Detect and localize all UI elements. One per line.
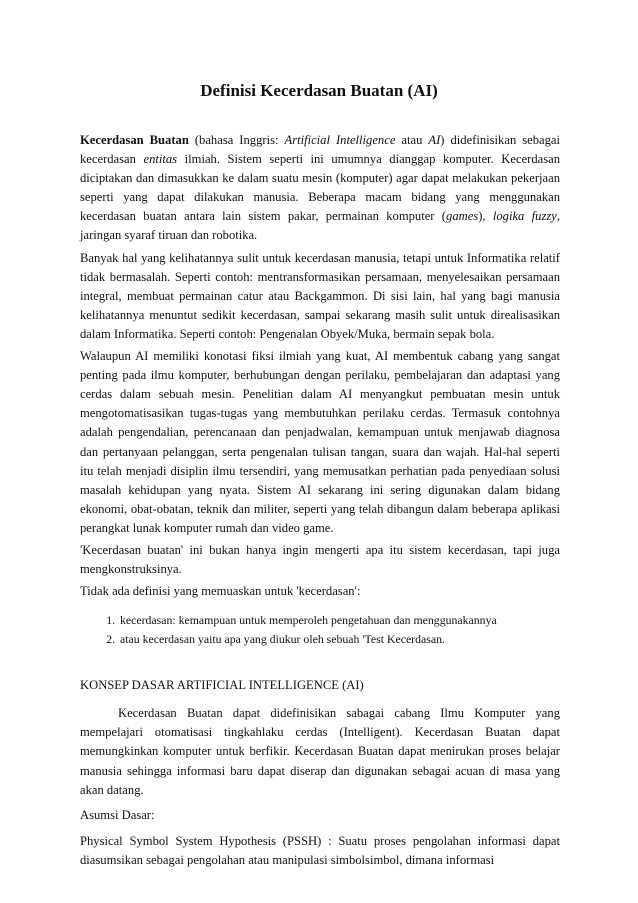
text-run: , jaringan syaraf tiruan dan robotika. xyxy=(80,209,560,243)
paragraph-no-definition: Tidak ada definisi yang memuaskan untuk 'kecerdasan': xyxy=(80,584,361,599)
paragraph-pssh: Physical Symbol System Hypothesis (PSSH) : Suatu proses pengolahan informasi dapat diasumsikan sebagai pengolahan atau manipulasi simbolsimbol, dimana informasi xyxy=(80,833,560,867)
paragraph-examples: Banyak hal yang kelihatannya sulit untuk kecerdasan manusia, tetapi untuk Informatika relatif tidak bermasalah. Seperti contoh: mentransformasikan persamaan, menyelesaikan persamaan integral, membuat permainan catur atau Backgammon. Di sisi lain, hal yang bagi manusia kelihatannya menuntut sedikit kecerdasan, sampai sekarang masih sulit untuk direalisasikan dalam Informatika. Seperti contoh: Pengenalan Obyek/Muka, bermain sepak bola. xyxy=(80,250,560,341)
section-heading: KONSEP DASAR ARTIFICIAL INTELLIGENCE (AI) xyxy=(80,678,364,693)
term-games: games xyxy=(446,209,479,224)
text-run: ) didefinisikan sebagai kecerdasan xyxy=(80,133,561,167)
paragraph-assumption-label: Asumsi Dasar: xyxy=(80,807,155,822)
term-ai: AI xyxy=(428,133,441,147)
paragraph-definition xyxy=(80,131,560,246)
text-run: (bahasa Inggris: xyxy=(188,133,285,147)
list-item: 2. atau kecerdasan yaitu apa yang diukur oleh sebuah 'Test Kecerdasan. xyxy=(118,630,560,649)
term-entitas: entitas xyxy=(143,152,178,167)
term-kecerdasan-buatan: Kecerdasan Buatan xyxy=(80,133,189,147)
definition-list xyxy=(80,611,560,649)
paragraph-ai-branch: Walaupun AI memiliki konotasi fiksi ilmiah yang kuat, AI membentuk cabang yang sangat penting pada ilmu komputer, berhubungan dengan perilaku, pembelajaran dan adaptasi yang cerdas dalam sebuah mesin. Penelitian dalam AI menyangkut pembuatan mesin untuk mengotomatisasikan tugas-tugas yang membutuhkan perilaku cerdas. Termasuk contohnya adalah pengendalian, perencanaan dan penjadwalan, kemampuan untuk menjawab diagnosa dan pertanyaan pelanggan, serta pengenalan tulisan tangan, suara dan wajah. Hal-hal seperti itu telah menjadi disiplin ilmu tersendiri, yang memusatkan perhatian pada penyediaan solusi masalah kehidupan yang nyata. Sistem AI sekarang ini sering digunakan dalam bidang ekonomi, obat-obatan, teknik dan militer, seperti yang telah dibangun dalam beberapa aplikasi perangkat lunak komputer rumah dan video game. xyxy=(80,349,560,535)
term-logika-fuzzy: logika fuzzy xyxy=(492,209,557,224)
term-artificial-intelligence: Artificial Intelligence xyxy=(284,133,396,147)
document-body xyxy=(80,131,560,870)
text-run: ilmiah. Sistem seperti ini umumnya dianggap komputer. Kecerdasan diciptakan dan dimasukkan ke dalam suatu mesin (komputer) agar dapat melakukan pekerjaan seperti yang dapat dilakukan manusia. Beberapa macam bidang yang menggunakan kecerdasan buatan antara lain sistem pakar, permainan komputer ( xyxy=(80,152,560,224)
paragraph-concept: Kecerdasan Buatan dapat didefinisikan sabagai cabang Ilmu Komputer yang mempelajari otomatisasi tingkahlaku cerdas (Intelligent). Kecerdasan Buatan dapat memungkinkan komputer untuk berfikir. Kecerdasan Buatan dapat menirukan proses belajar manusia sehingga informasi baru dapat diserap dan digunakan sebagai acuan di masa yang akan datang. xyxy=(80,706,560,797)
text-run: ), xyxy=(478,209,493,224)
text-run: atau xyxy=(395,133,429,147)
list-item: 1. kecerdasan: kemampuan untuk memperoleh pengetahuan dan menggunakannya xyxy=(118,611,560,630)
page-title: Definisi Kecerdasan Buatan (AI) xyxy=(200,81,438,100)
paragraph-construct: 'Kecerdasan buatan' ini bukan hanya ingin mengerti apa itu sistem kecerdasan, tapi juga mengkonstruksinya. xyxy=(80,542,560,577)
